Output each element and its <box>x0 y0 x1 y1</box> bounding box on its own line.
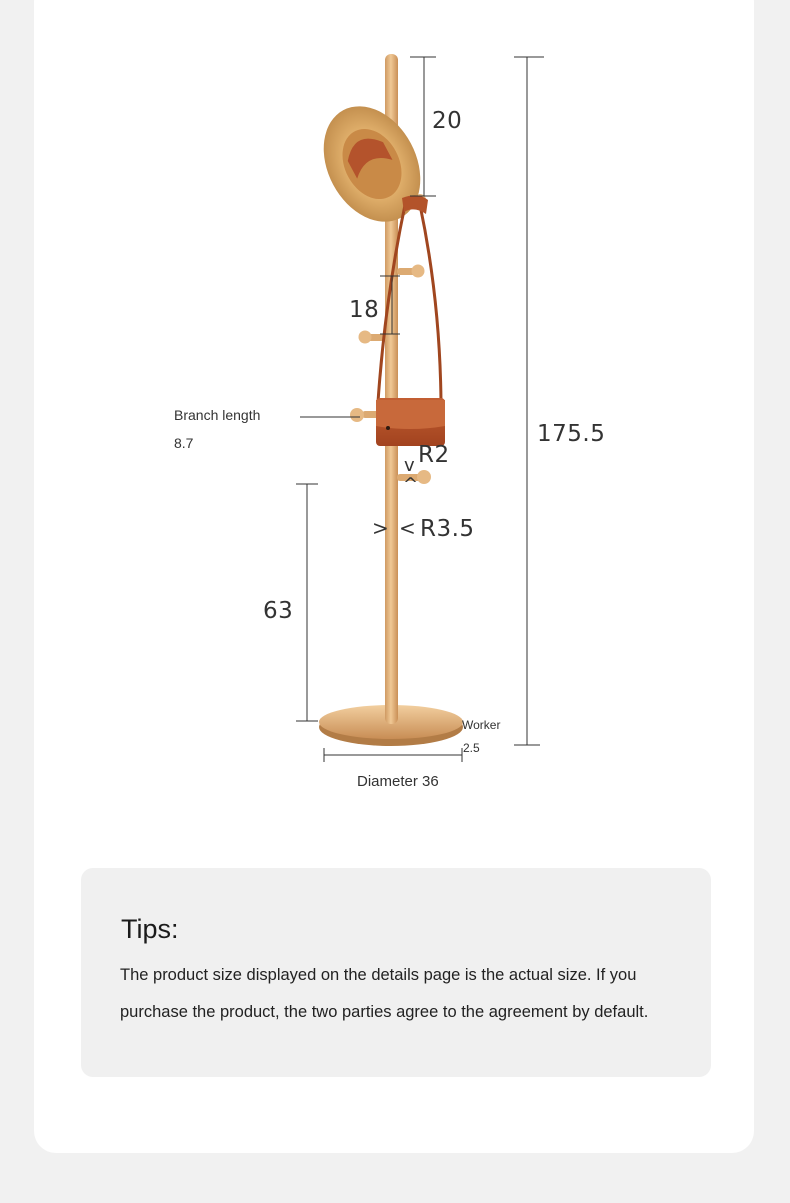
arrow-mark-up: v <box>404 455 416 476</box>
dimension-pole-radius: R3.5 <box>420 516 475 542</box>
arrow-mark-down: ^ <box>403 474 419 495</box>
tips-title: Tips: <box>121 914 179 944</box>
tips-panel <box>81 868 711 1077</box>
dimension-total-height: 175.5 <box>537 421 606 447</box>
base-thickness: 2.5 <box>463 741 480 755</box>
dimension-lower-height: 63 <box>263 598 294 624</box>
handbag <box>376 398 445 446</box>
dimension-top-section: 20 <box>432 108 463 134</box>
straw-hat <box>305 89 440 238</box>
tips-text-line-2: purchase the product, the two parties agree to the agreement by default. <box>120 1003 649 1021</box>
tips-text-line-1: The product size displayed on the details page is the actual size. If you <box>120 966 637 984</box>
arrow-mark-left: > <box>372 516 390 540</box>
dimension-hook-radius: R2 <box>418 442 450 468</box>
arrow-mark-right: < <box>399 516 417 540</box>
branch-length-value: 8.7 <box>174 435 194 451</box>
dimension-branch-spacing: 18 <box>349 297 380 323</box>
base-diameter: Diameter 36 <box>357 773 439 790</box>
branch-length-label: Branch length <box>174 407 261 423</box>
base-label: Worker <box>462 718 501 732</box>
